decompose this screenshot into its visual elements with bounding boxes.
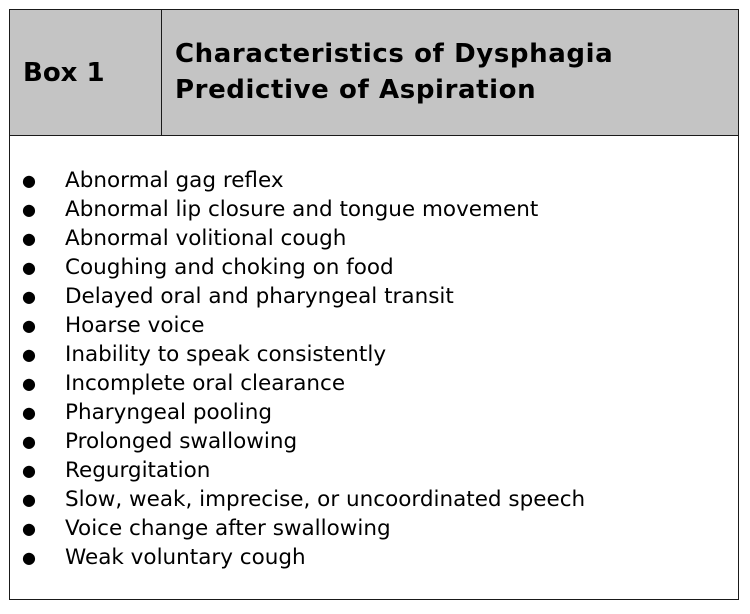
bullet-icon: ● — [22, 287, 36, 306]
bullet-icon: ● — [22, 345, 36, 364]
list-item-text: Delayed oral and pharyngeal transit — [65, 284, 454, 309]
list-item-text: Abnormal lip closure and tongue movement — [65, 197, 539, 222]
box-title — [162, 10, 738, 135]
list-item-text: Slow, weak, imprecise, or uncoordinated speech — [65, 487, 586, 512]
box-header — [10, 10, 738, 136]
bullet-icon: ● — [22, 490, 36, 509]
box-title-line-2: Predictive of Aspiration — [175, 74, 537, 105]
list-item-text: Voice change after swallowing — [65, 516, 391, 541]
list-item-text: Coughing and choking on food — [65, 255, 394, 280]
bullet-icon: ● — [22, 171, 36, 190]
list-item-text: Incomplete oral clearance — [65, 371, 346, 396]
bullet-icon: ● — [22, 519, 36, 538]
box-title-line-1: Characteristics of Dysphagia — [175, 38, 614, 69]
list-item-text: Prolonged swallowing — [65, 429, 298, 454]
list-item — [10, 427, 738, 456]
list-item-text: Inability to speak consistently — [65, 342, 387, 367]
list-item — [10, 282, 738, 311]
list-item-text: Weak voluntary cough — [65, 545, 306, 570]
bullet-icon: ● — [22, 548, 36, 567]
list-item-text: Abnormal volitional cough — [65, 226, 347, 251]
list-item-text: Regurgitation — [65, 458, 211, 483]
list-item — [10, 311, 738, 340]
list-item — [10, 543, 738, 572]
bullet-icon: ● — [22, 258, 36, 277]
list-item-text: Abnormal gag reflex — [65, 168, 284, 193]
box-1-panel — [9, 9, 739, 600]
list-item — [10, 166, 738, 195]
list-item-text: Pharyngeal pooling — [65, 400, 272, 425]
bullet-icon: ● — [22, 403, 36, 422]
box-label: Box 1 — [10, 10, 162, 135]
list-item — [10, 398, 738, 427]
bullet-icon: ● — [22, 374, 36, 393]
list-item — [10, 514, 738, 543]
characteristics-list — [10, 166, 738, 572]
list-item — [10, 253, 738, 282]
list-item — [10, 369, 738, 398]
bullet-icon: ● — [22, 200, 36, 219]
list-item — [10, 340, 738, 369]
bullet-icon: ● — [22, 461, 36, 480]
list-item — [10, 456, 738, 485]
list-item — [10, 485, 738, 514]
bullet-icon: ● — [22, 432, 36, 451]
list-item — [10, 224, 738, 253]
bullet-icon: ● — [22, 229, 36, 248]
list-item — [10, 195, 738, 224]
bullet-icon: ● — [22, 316, 36, 335]
list-item-text: Hoarse voice — [65, 313, 205, 338]
